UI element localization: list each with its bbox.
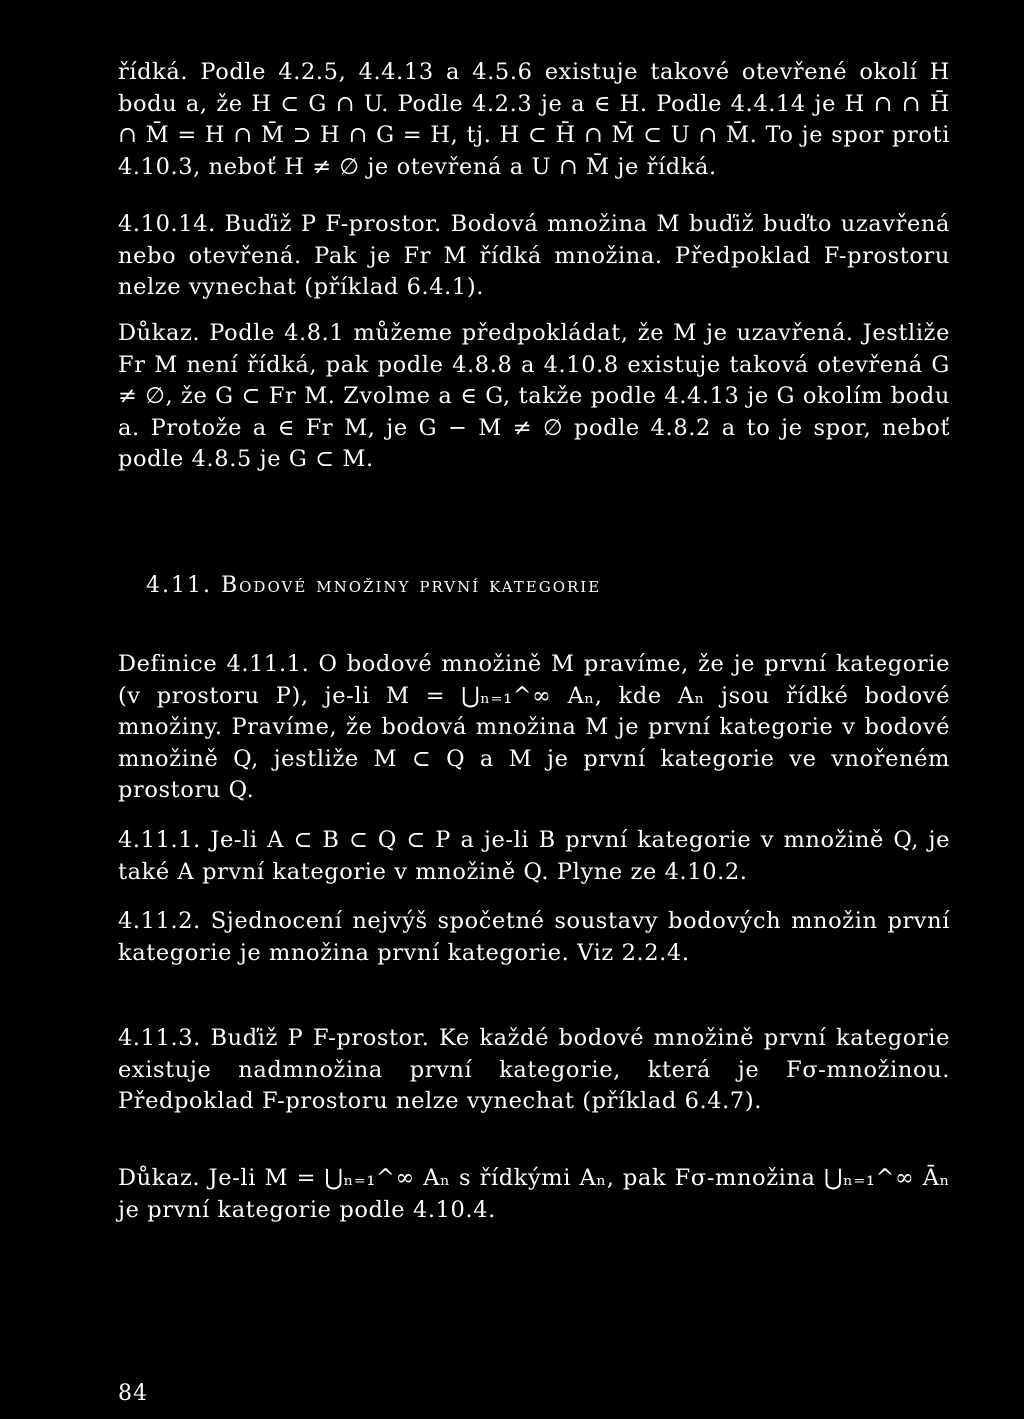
- theorem-4-10-14: 4.10.14. Buďiž P F-prostor. Bodová množina M buďiž buďto uzavřená nebo otevřená. Pak je Fr M řídká množina. Předpoklad F-prostoru nelze vynechat (příklad 6.4.1).: [118, 211, 950, 301]
- definition-4-11-1: Definice 4.11.1. O bodové množině M pravíme, že je první kategorie (v prostoru P), je-li M = ⋃ₙ₌₁^∞ Aₙ, kde Aₙ jsou řídké bodové množiny. Pravíme, že bodová množina M je první kategorie v bodové množině Q, jestliže M ⊂ Q a M je první kategorie ve vnořeném prostoru Q.: [118, 651, 950, 804]
- paragraph-continuation: řídká. Podle 4.2.5, 4.4.13 a 4.5.6 existuje takové otevřené okolí H bodu a, že H ⊂ G ∩ U. Podle 4.2.3 je a ∈ H. Podle 4.4.14 je H ∩ ∩ H̄ ∩ M̄ = H ∩ M̄ ⊃ H ∩ G = H, tj. H ⊂ H̄ ∩ M̄ ⊂ U ∩ M̄. To je spor proti 4.10.3, neboť H ≠ ∅ je otevřená a U ∩ M̄ je řídká.: [118, 59, 950, 180]
- theorem-4-11-2: 4.11.2. Sjednocení nejvýš spočetné soustavy bodových množin první kategorie je množina první kategorie. Viz 2.2.4.: [118, 908, 950, 966]
- section-heading: 4.11. Bodové množiny první kategorie: [146, 573, 602, 598]
- theorem-4-11-3: 4.11.3. Buďiž P F-prostor. Ke každé bodové množině první kategorie existuje nadmnožina první kategorie, která je Fσ-množinou. Předpoklad F-prostoru nelze vynechat (příklad 6.4.7).: [118, 1025, 950, 1115]
- proof-4-10-14: Důkaz. Podle 4.8.1 můžeme předpokládat, že M je uzavřená. Jestliže Fr M není řídká, pak podle 4.8.8 a 4.10.8 existuje taková otevřená G ≠ ∅, že G ⊂ Fr M. Zvolme a ∈ G, takže podle 4.4.13 je G okolím bodu a. Protože a ∈ Fr M, je G − M ≠ ∅ podle 4.8.2 a to je spor, neboť podle 4.8.5 je G ⊂ M.: [118, 320, 950, 473]
- proof-4-11-3: Důkaz. Je-li M = ⋃ₙ₌₁^∞ Aₙ s řídkými Aₙ, pak Fσ-množina ⋃ₙ₌₁^∞ Āₙ je první kategorie podle 4.10.4.: [118, 1165, 950, 1223]
- theorem-4-11-1: 4.11.1. Je-li A ⊂ B ⊂ Q ⊂ P a je-li B první kategorie v množině Q, je také A první kategorie v množině Q. Plyne ze 4.10.2.: [118, 827, 950, 885]
- page-number: 84: [118, 1381, 148, 1406]
